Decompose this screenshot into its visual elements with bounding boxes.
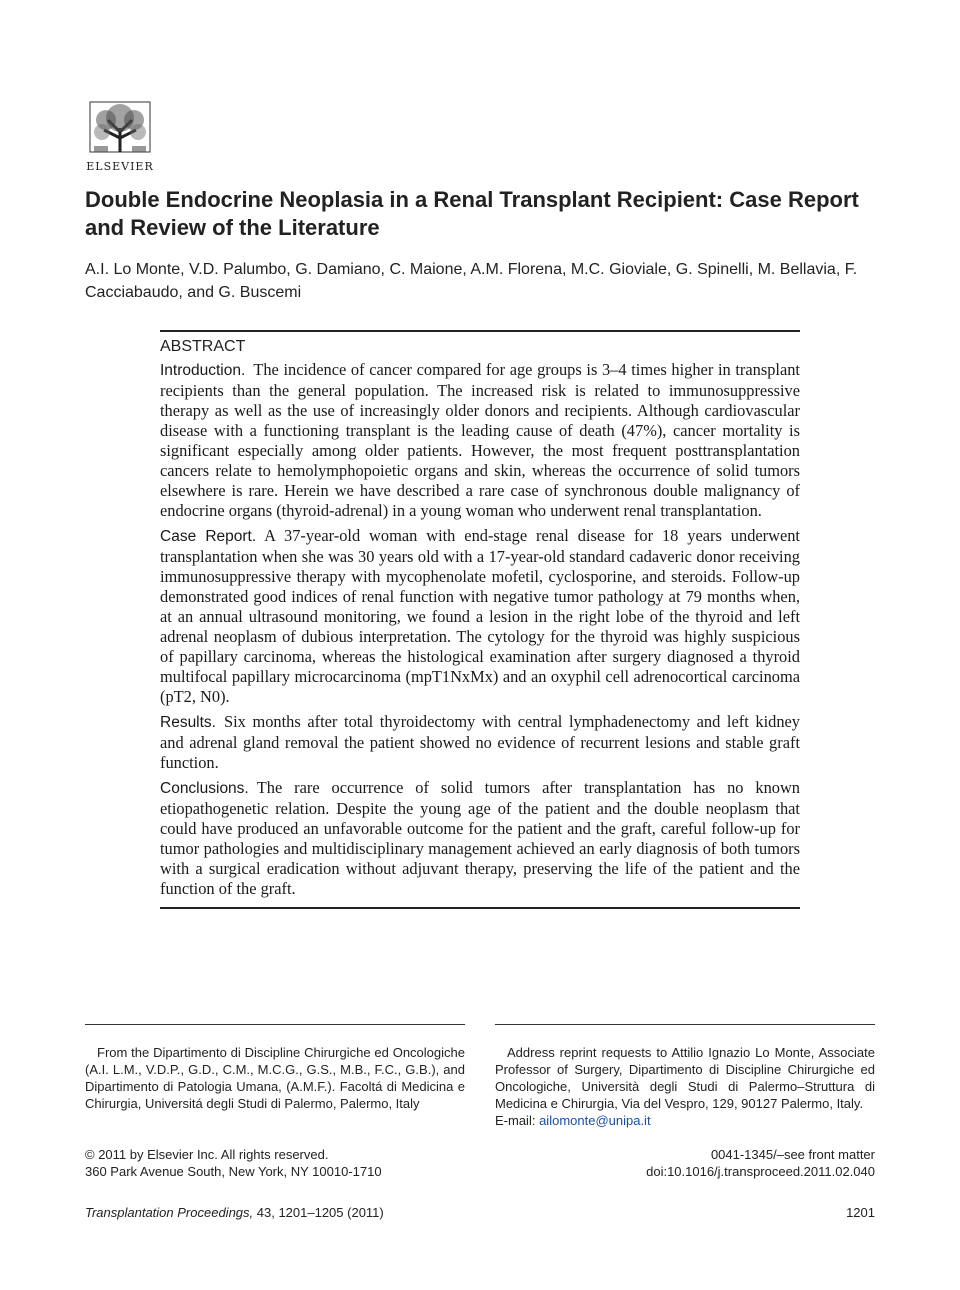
email-link[interactable]: ailomonte@unipa.it — [539, 1113, 651, 1128]
publisher-address: 360 Park Avenue South, New York, NY 10010-1710 — [85, 1164, 382, 1179]
abstract-block — [160, 330, 800, 909]
copyright-block — [85, 1146, 485, 1180]
abstract-section-text: The incidence of cancer compared for age groups is 3–4 times higher in transplant recipients than the general population. The increased risk is related to immunosuppressive therapy as well as the use of increasingly older donors and recipients. Although cardiovascular disease with a functioning transplant is the leading cause of death (47%), cancer mortality is significant especially among older patients. However, the most frequent posttransplantation cancers relate to hemolymphopoietic organs and skin, whereas the occurrence of solid tumors elsewhere is rare. Herein we have described a rare case of synchronous double malignancy of endocrine organs (thyroid-adrenal) in a young woman who underwent renal transplantation. — [160, 360, 800, 520]
abstract-results — [160, 712, 800, 773]
abstract-introduction — [160, 360, 800, 521]
citation-details: 43, 1201–1205 (2011) — [256, 1205, 384, 1220]
doi-line[interactable]: doi:10.1016/j.transproceed.2011.02.040 — [646, 1164, 875, 1179]
correspondence-footnote — [495, 1044, 875, 1129]
reprint-address: Address reprint requests to Attilio Ignazio Lo Monte, Associate Professor of Surgery, Dipartimento di Discipline Chirurgiche ed Oncologiche, Università degli Studi di Palermo–Struttura di Medicina e Chirurgia, Via del Vespro, 129, 90127 Palermo, Italy. — [495, 1045, 875, 1111]
abstract-heading: ABSTRACT — [160, 338, 246, 355]
abstract-section-text: The rare occurrence of solid tumors after transplantation has no known etiopathogenetic relation. Despite the young age of the patient and the double neoplasm that could have produced an unfavorable outcome for the patient and the graft, careful follow-up for tumor pathologies and multidisciplinary management achieved an early diagnosis of both tumors with a surgical eradication without adjuvant therapy, preserving the life of the patient and the function of the graft. — [160, 778, 800, 898]
abstract-section-label: Case Report. — [160, 528, 257, 545]
abstract-section-label: Results. — [160, 714, 216, 731]
identifier-block — [475, 1146, 875, 1180]
footnote-divider-left — [85, 1024, 465, 1025]
email-label: E-mail: — [495, 1113, 536, 1128]
elsevier-tree-icon — [84, 98, 156, 158]
abstract-top-rule — [160, 330, 800, 332]
issn-line: 0041-1345/–see front matter — [710, 1147, 875, 1162]
article-title: Double Endocrine Neoplasia in a Renal Transplant Recipient: Case Report and Review of the Literature — [85, 187, 859, 240]
copyright-line: © 2011 by Elsevier Inc. All rights reserved. — [85, 1147, 329, 1162]
footnote-divider-right — [495, 1024, 875, 1025]
abstract-section-label: Conclusions. — [160, 780, 249, 797]
elsevier-logo — [84, 98, 156, 174]
abstract-case-report — [160, 526, 800, 707]
author-list: A.I. Lo Monte, V.D. Palumbo, G. Damiano, C. Maione, A.M. Florena, M.C. Gioviale, G. Spinelli, M. Bellavia, F. Cacciabaudo, and G. Buscemi — [85, 261, 858, 301]
abstract-section-text: A 37-year-old woman with end-stage renal disease for 18 years underwent transplantation when she was 30 years old with a 17-year-old standard cadaveric donor receiving immunosuppressive therapy with mycophenolate mofetil, cyclosporine, and steroids. Follow-up demonstrated good indices of renal function with negative tumor pathology at 79 months when, at an annual ultrasound monitoring, we found a lesion in the right lobe of the thyroid and left adrenal neoplasm of dubious interpretation. The cytology for the thyroid was highly suspicious of papillary carcinoma, whereas the histological examination after surgery diagnosed a thyroid multifocal papillary microcarcinoma (mpT1NxMx) and an oxyphil cell adrenocortical carcinoma (pT2, N0). — [160, 526, 800, 706]
elsevier-wordmark: ELSEVIER — [86, 160, 154, 173]
abstract-section-label: Introduction. — [160, 362, 246, 379]
abstract-section-text: Six months after total thyroidectomy with central lymphadenectomy and left kidney and adrenal gland removal the patient showed no evidence of recurrent lesions and stable graft function. — [160, 712, 800, 772]
journal-citation — [85, 1205, 585, 1220]
journal-name: Transplantation Proceedings, — [85, 1205, 254, 1220]
affiliation-footnote: From the Dipartimento di Discipline Chirurgiche ed Oncologiche (A.I. L.M., V.D.P., G.D., C.M., M.C.G., G.S., M.B., F.C., G.B.), and Dipartimento di Patologia Umana, (A.M.F.). Facoltá di Medicina e Chirurgia, Universitá degli Studi di Palermo, Palermo, Italy — [85, 1045, 465, 1111]
abstract-conclusions — [160, 778, 800, 899]
page-number: 1201 — [846, 1205, 875, 1220]
abstract-bottom-rule — [160, 907, 800, 909]
